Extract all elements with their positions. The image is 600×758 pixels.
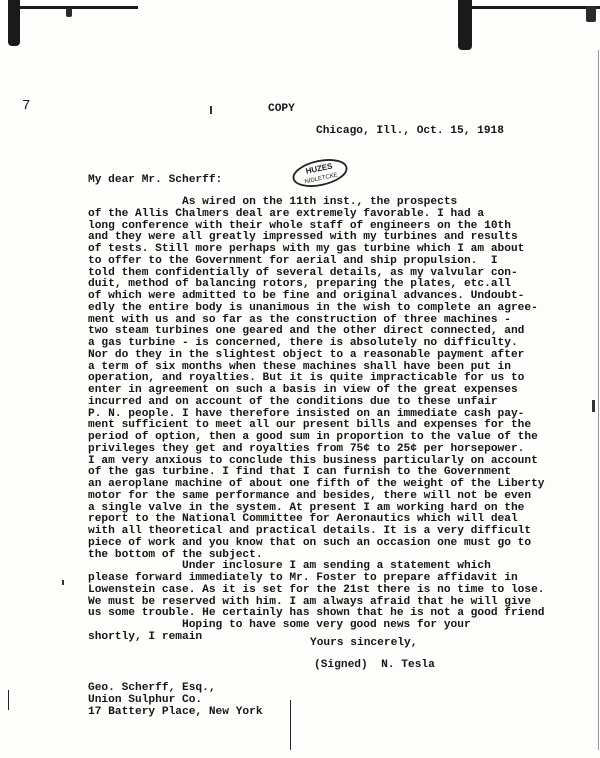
body-line: I am very anxious to conclude this business particularly on account (88, 454, 538, 467)
scan-speck (592, 400, 595, 412)
body-line: operation, and royalties. But it is quite impracticable for us to (88, 372, 525, 385)
body-line: Nor do they in the slightest object to a reasonable payment after (88, 348, 525, 361)
closing: Yours sincerely, (310, 637, 418, 649)
body-line: P. N. people. I have therefore insisted on an immediate cash pay- (88, 407, 525, 420)
salutation: My dear Mr. Scherff: (88, 174, 223, 186)
svg-text:HUZES: HUZES (304, 161, 334, 176)
body-line: an aeroplane machine of about one fifth of the weight of the Liberty (88, 478, 545, 490)
body-line: Under inclosure I am sending a statement which (88, 560, 491, 573)
body-line: long conference with their whole staff of engineers on the 10th (88, 219, 511, 232)
svg-text:NIDLETCKE: NIDLETCKE (304, 172, 339, 186)
body-line: incurred and on account of the conditions due to these unfair (88, 395, 498, 408)
punch-hole (586, 6, 596, 22)
body-line: privileges they get and royalties from 75¢ to 25¢ per horsepower. (88, 442, 525, 455)
body-line: of tests. Still more perhaps with my gas turbine which I am about (88, 243, 525, 255)
received-stamp (288, 152, 353, 194)
body-line: a single valve in the system. At present I am working hard on the (88, 501, 525, 514)
body-line: please forward immediately to Mr. Foster to prepare affidavit in (88, 572, 518, 584)
body-line: We must be reserved with him. I am always afraid that he will give (88, 595, 532, 608)
scan-speck (62, 580, 64, 585)
body-line: of the gas turbine. I find that I can furnish to the Government (88, 466, 511, 479)
body-line: and they were all greatly impressed with my turbines and results (88, 231, 518, 244)
body-line: Hoping to have some very good news for your (88, 619, 471, 631)
body-line: edly the entire body is unanimous in the wish to complete an agree- (88, 301, 538, 314)
body-line: with all theoretical and practical details. It is a very difficult (88, 525, 532, 537)
body-line: a term of six months when these machines shall have been put in (88, 360, 511, 373)
body-line: us some trouble. He certainly has shown that he is not a good friend (88, 607, 545, 620)
body-line: As wired on the 11th inst., the prospects (88, 196, 458, 208)
body-line: of which were admitted to be fine and original advances. Undoubt- (88, 290, 525, 302)
body-line: period of option, then a good sum in proportion to the value of the (88, 431, 538, 443)
body-line: ment sufficient to meet all our present bills and expenses for the (88, 419, 532, 432)
body-line: duit, method of balancing rotors, preparing the plates, etc.all (88, 278, 511, 291)
scan-line (290, 700, 291, 750)
date-line: Chicago, Ill., Oct. 15, 1918 (316, 125, 504, 137)
copy-label: COPY (268, 103, 295, 115)
body-line: report to the National Committee for Aeronautics which will deal (88, 513, 518, 526)
address-line: Geo. Scherff, Esq., (88, 682, 216, 694)
body-line: shortly, I remain (88, 630, 203, 643)
binder-clip-right (458, 0, 472, 50)
body-line: piece of work and you know that on such an occasion one must go to (88, 536, 532, 549)
scan-edge (598, 50, 599, 750)
body-line: told them confidentially of several details, as my valvular con- (88, 266, 518, 279)
body-line: the bottom of the subject. (88, 548, 263, 561)
body-line: motor for the same performance and besides, there will not be even (88, 489, 532, 502)
address-line: Union Sulphur Co. (88, 694, 203, 706)
address-line: 17 Battery Place, New York (88, 706, 263, 718)
scan-line (8, 690, 9, 710)
body-line: ment with us and so far as the construction of three machines - (88, 313, 511, 326)
signature-line: (Signed) N. Tesla (314, 659, 435, 671)
binder-clip-left (8, 0, 20, 46)
body-line: two steam turbines one geared and the other direct connected, and (88, 325, 525, 338)
body-line: a gas turbine - is concerned, there is absolutely no difficulty. (88, 337, 518, 349)
margin-mark: 7 (22, 98, 31, 114)
body-line: Lowenstein case. As it is set for the 21st there is no time to lose. (88, 583, 545, 596)
punch-hole (66, 8, 72, 17)
scan-speck (210, 106, 212, 114)
body-line: of the Allis Chalmers deal are extremely favorable. I had a (88, 207, 485, 220)
body-line: enter in agreement on such a basis in view of the great expenses (88, 384, 518, 396)
body-line: to offer to the Government for aerial and ship propulsion. I (88, 254, 498, 267)
